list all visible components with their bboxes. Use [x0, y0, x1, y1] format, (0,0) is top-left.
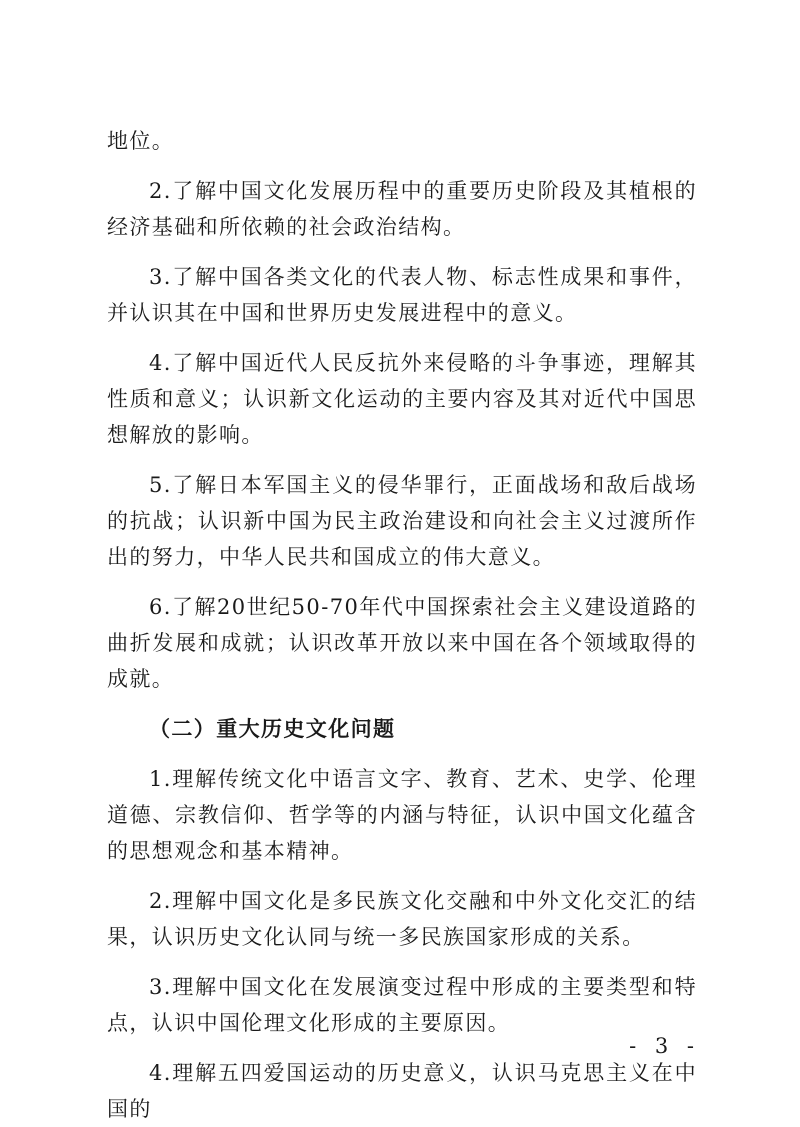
list-item: 6.了解20世纪50-70年代中国探索社会主义建设道路的曲折发展和成就；认识改革开放以来中国在各个领域取得的成就。	[107, 595, 697, 691]
list-item: 2.理解中国文化是多民族文化交融和中外文化交汇的结果，认识历史文化认同与统一多民族国家形成的关系。	[107, 889, 697, 949]
document-body	[107, 123, 697, 1127]
list-item: 4.了解中国近代人民反抗外来侵略的斗争事迹，理解其性质和意义；认识新文化运动的主要内容及其对近代中国思想解放的影响。	[107, 351, 697, 447]
continued-paragraph: 地位。	[107, 129, 175, 153]
page-number: - 3 -	[629, 1034, 700, 1058]
list-item: 5.了解日本军国主义的侵华罪行，正面战场和敌后战场的抗战；认识新中国为民主政治建设和向社会主义过渡所作出的努力，中华人民共和国成立的伟大意义。	[107, 473, 697, 569]
list-item: 4.理解五四爱国运动的历史意义，认识马克思主义在中国的	[107, 1061, 697, 1121]
list-item: 1.理解传统文化中语言文字、教育、艺术、史学、伦理道德、宗教信仰、哲学等的内涵与特征，认识中国文化蕴含的思想观念和基本精神。	[107, 767, 697, 863]
list-item: 3.理解中国文化在发展演变过程中形成的主要类型和特点，认识中国伦理文化形成的主要原因。	[107, 975, 697, 1035]
list-item: 2.了解中国文化发展历程中的重要历史阶段及其植根的经济基础和所依赖的社会政治结构。	[107, 179, 697, 239]
section-heading: （二）重大历史文化问题	[149, 716, 396, 741]
list-item: 3.了解中国各类文化的代表人物、标志性成果和事件，并认识其在中国和世界历史发展进程中的意义。	[107, 265, 697, 325]
